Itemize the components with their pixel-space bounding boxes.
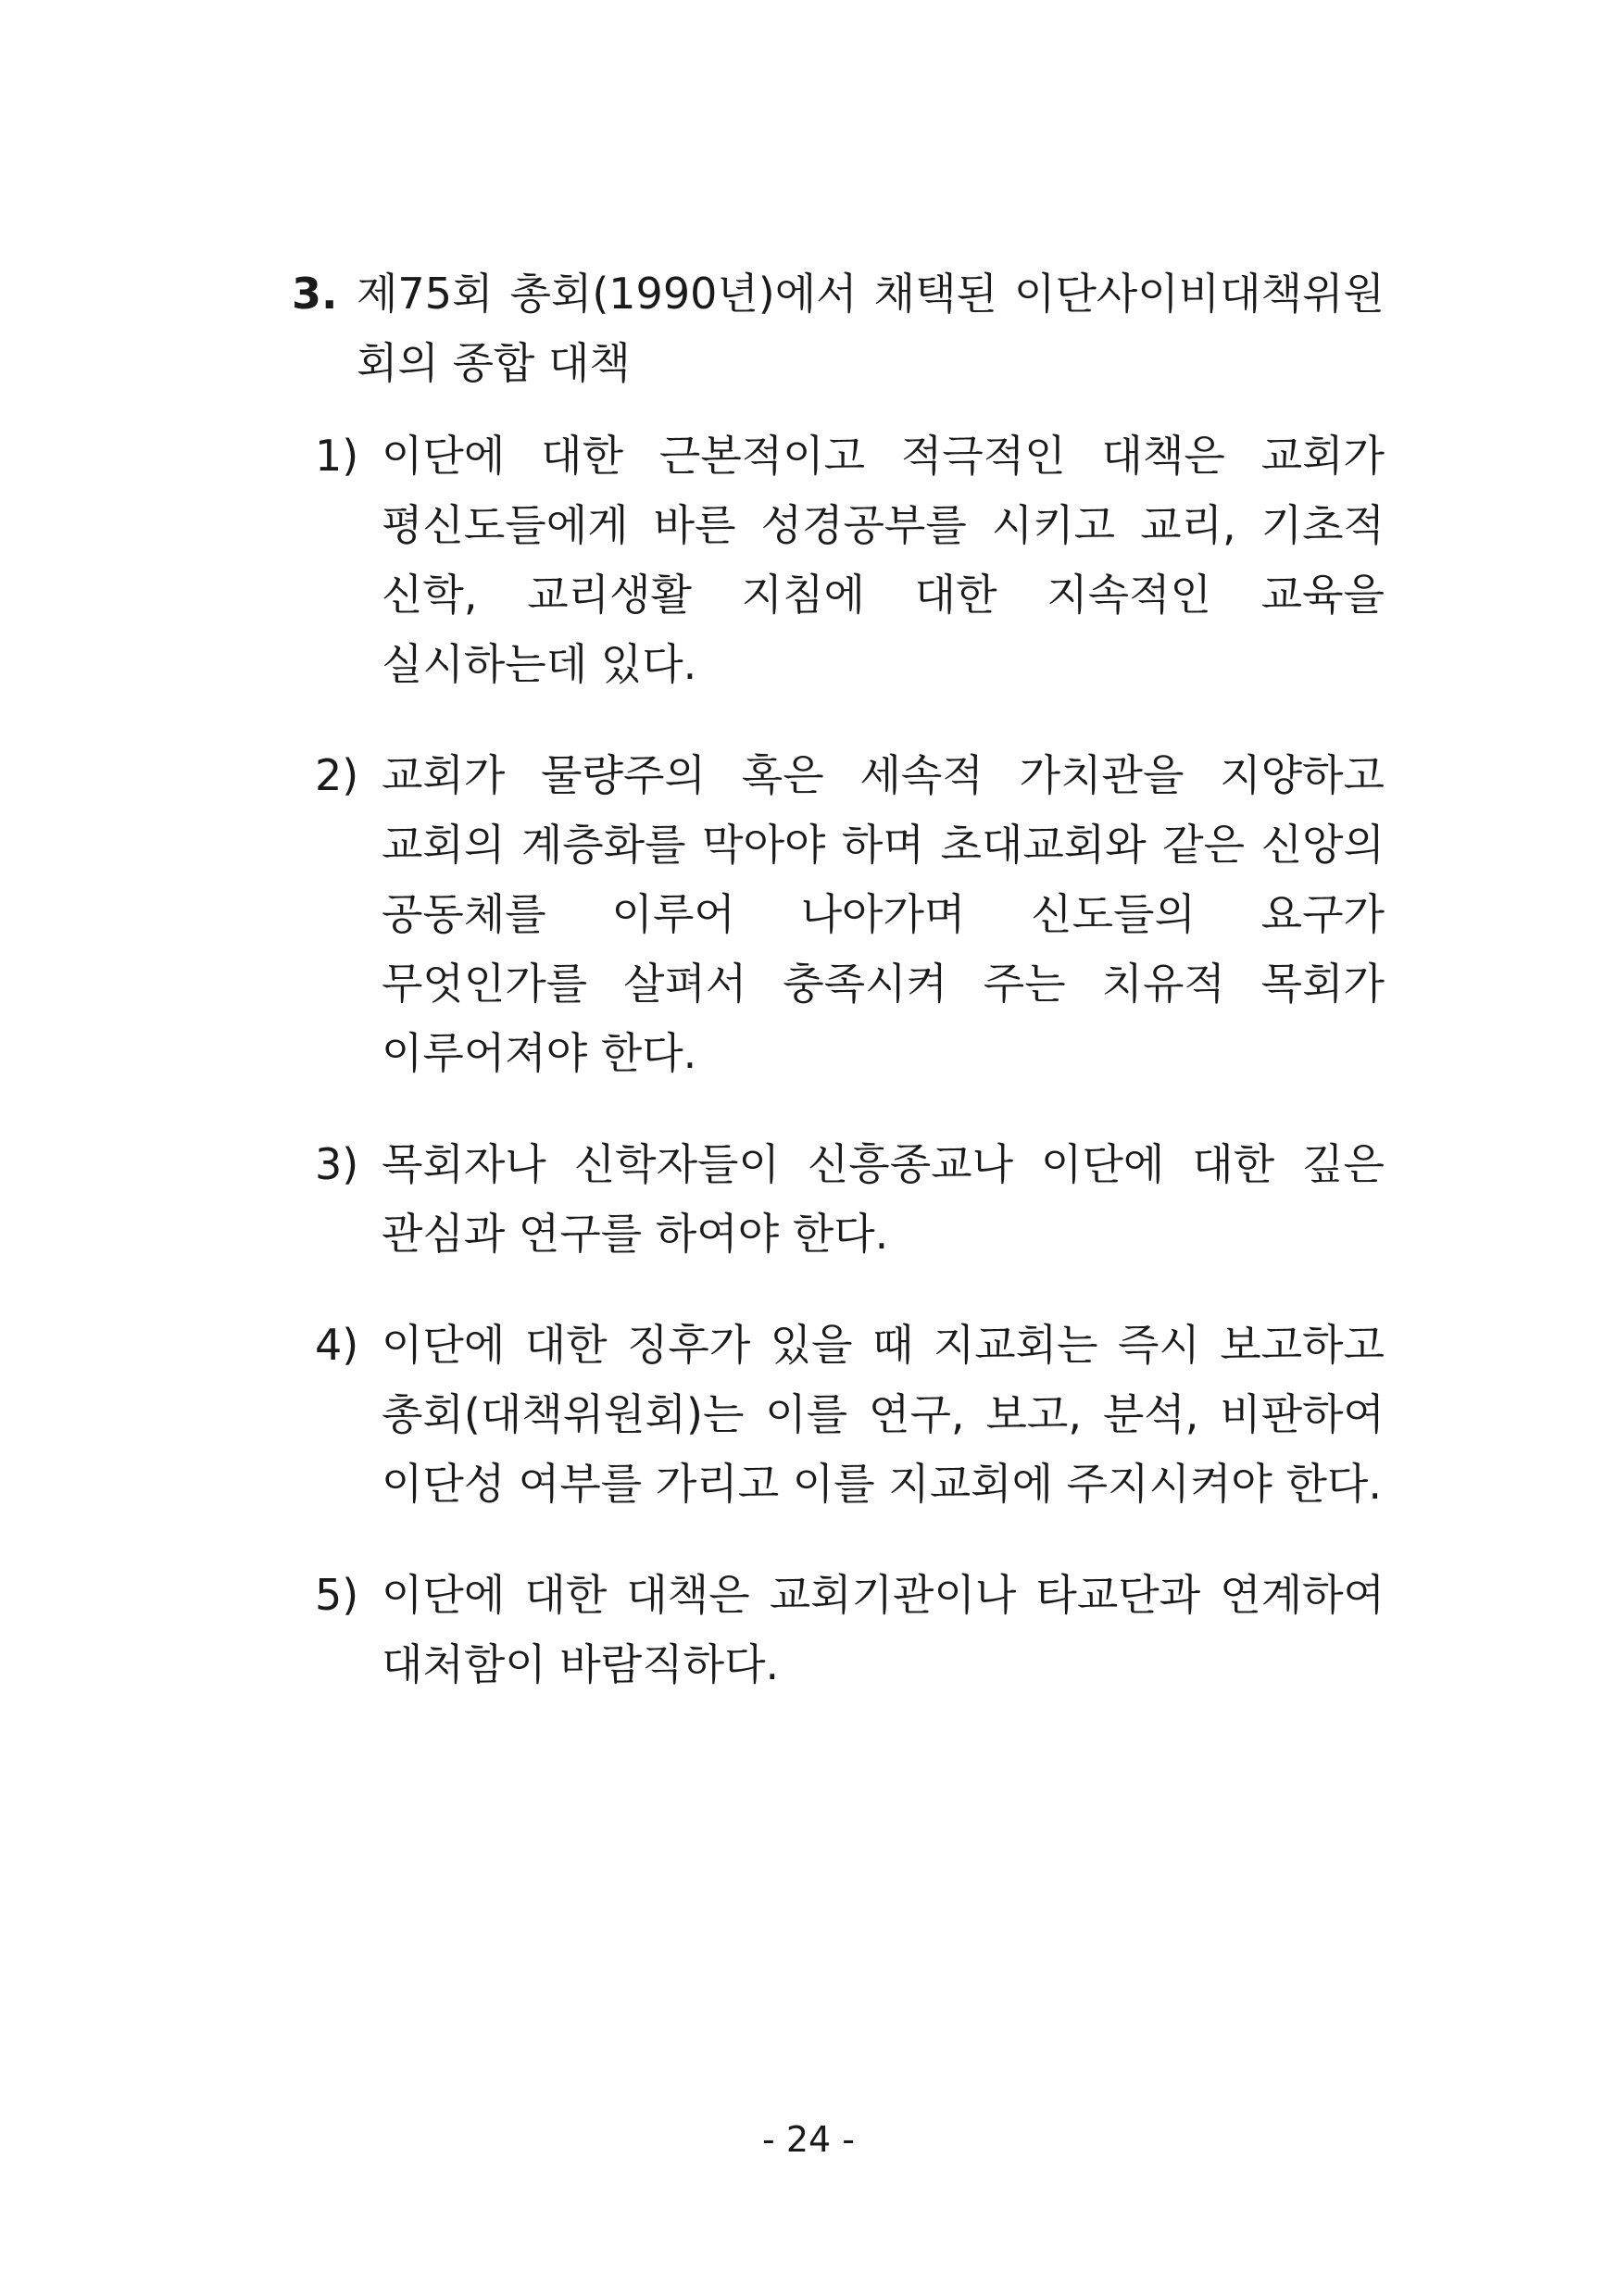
list-item	[315, 1130, 1385, 1269]
section-heading	[292, 259, 1385, 398]
item-text: 교회가 물량주의 혹은 세속적 가치관을 지양하고 교회의 계층화를 막아야 하며 초대교회와 같은 신앙의 공동체를 이루어 나아가며 신도들의 요구가 무엇인가를 살펴서 충족시켜 주는 치유적 목회가 이루어져야 한다.	[382, 750, 1385, 1078]
item-number: 1)	[315, 431, 359, 481]
item-text: 이단에 대한 대책은 교회기관이나 타교단과 연계하여 대처함이 바람직하다.	[382, 1570, 1385, 1689]
item-text: 이단에 대한 징후가 있을 때 지교회는 즉시 보고하고 총회(대책위원회)는 이를 연구, 보고, 분석, 비판하여 이단성 여부를 가리고 이를 지교회에 주지시켜야 한다.	[382, 1320, 1385, 1509]
item-list	[315, 421, 1385, 1741]
item-text: 목회자나 신학자들이 신흥종교나 이단에 대한 깊은 관심과 연구를 하여야 한다.	[382, 1139, 1385, 1259]
section-title: 제75회 총회(1990년)에서 채택된 이단사이비대책위원회의 종합 대책	[357, 269, 1385, 388]
list-item	[315, 741, 1385, 1088]
item-text: 이단에 대한 근본적이고 적극적인 대책은 교회가 평신도들에게 바른 성경공부를 시키고 교리, 기초적 신학, 교리생활 지침에 대한 지속적인 교육을 실시하는데 있다.	[382, 431, 1385, 689]
list-item	[315, 1561, 1385, 1700]
item-number: 3)	[315, 1139, 359, 1189]
item-number: 2)	[315, 750, 359, 800]
item-number: 5)	[315, 1570, 359, 1620]
section-number: 3.	[292, 269, 338, 319]
page-number: - 24 -	[762, 2119, 855, 2160]
list-item	[315, 421, 1385, 699]
item-number: 4)	[315, 1320, 359, 1370]
list-item	[315, 1311, 1385, 1519]
